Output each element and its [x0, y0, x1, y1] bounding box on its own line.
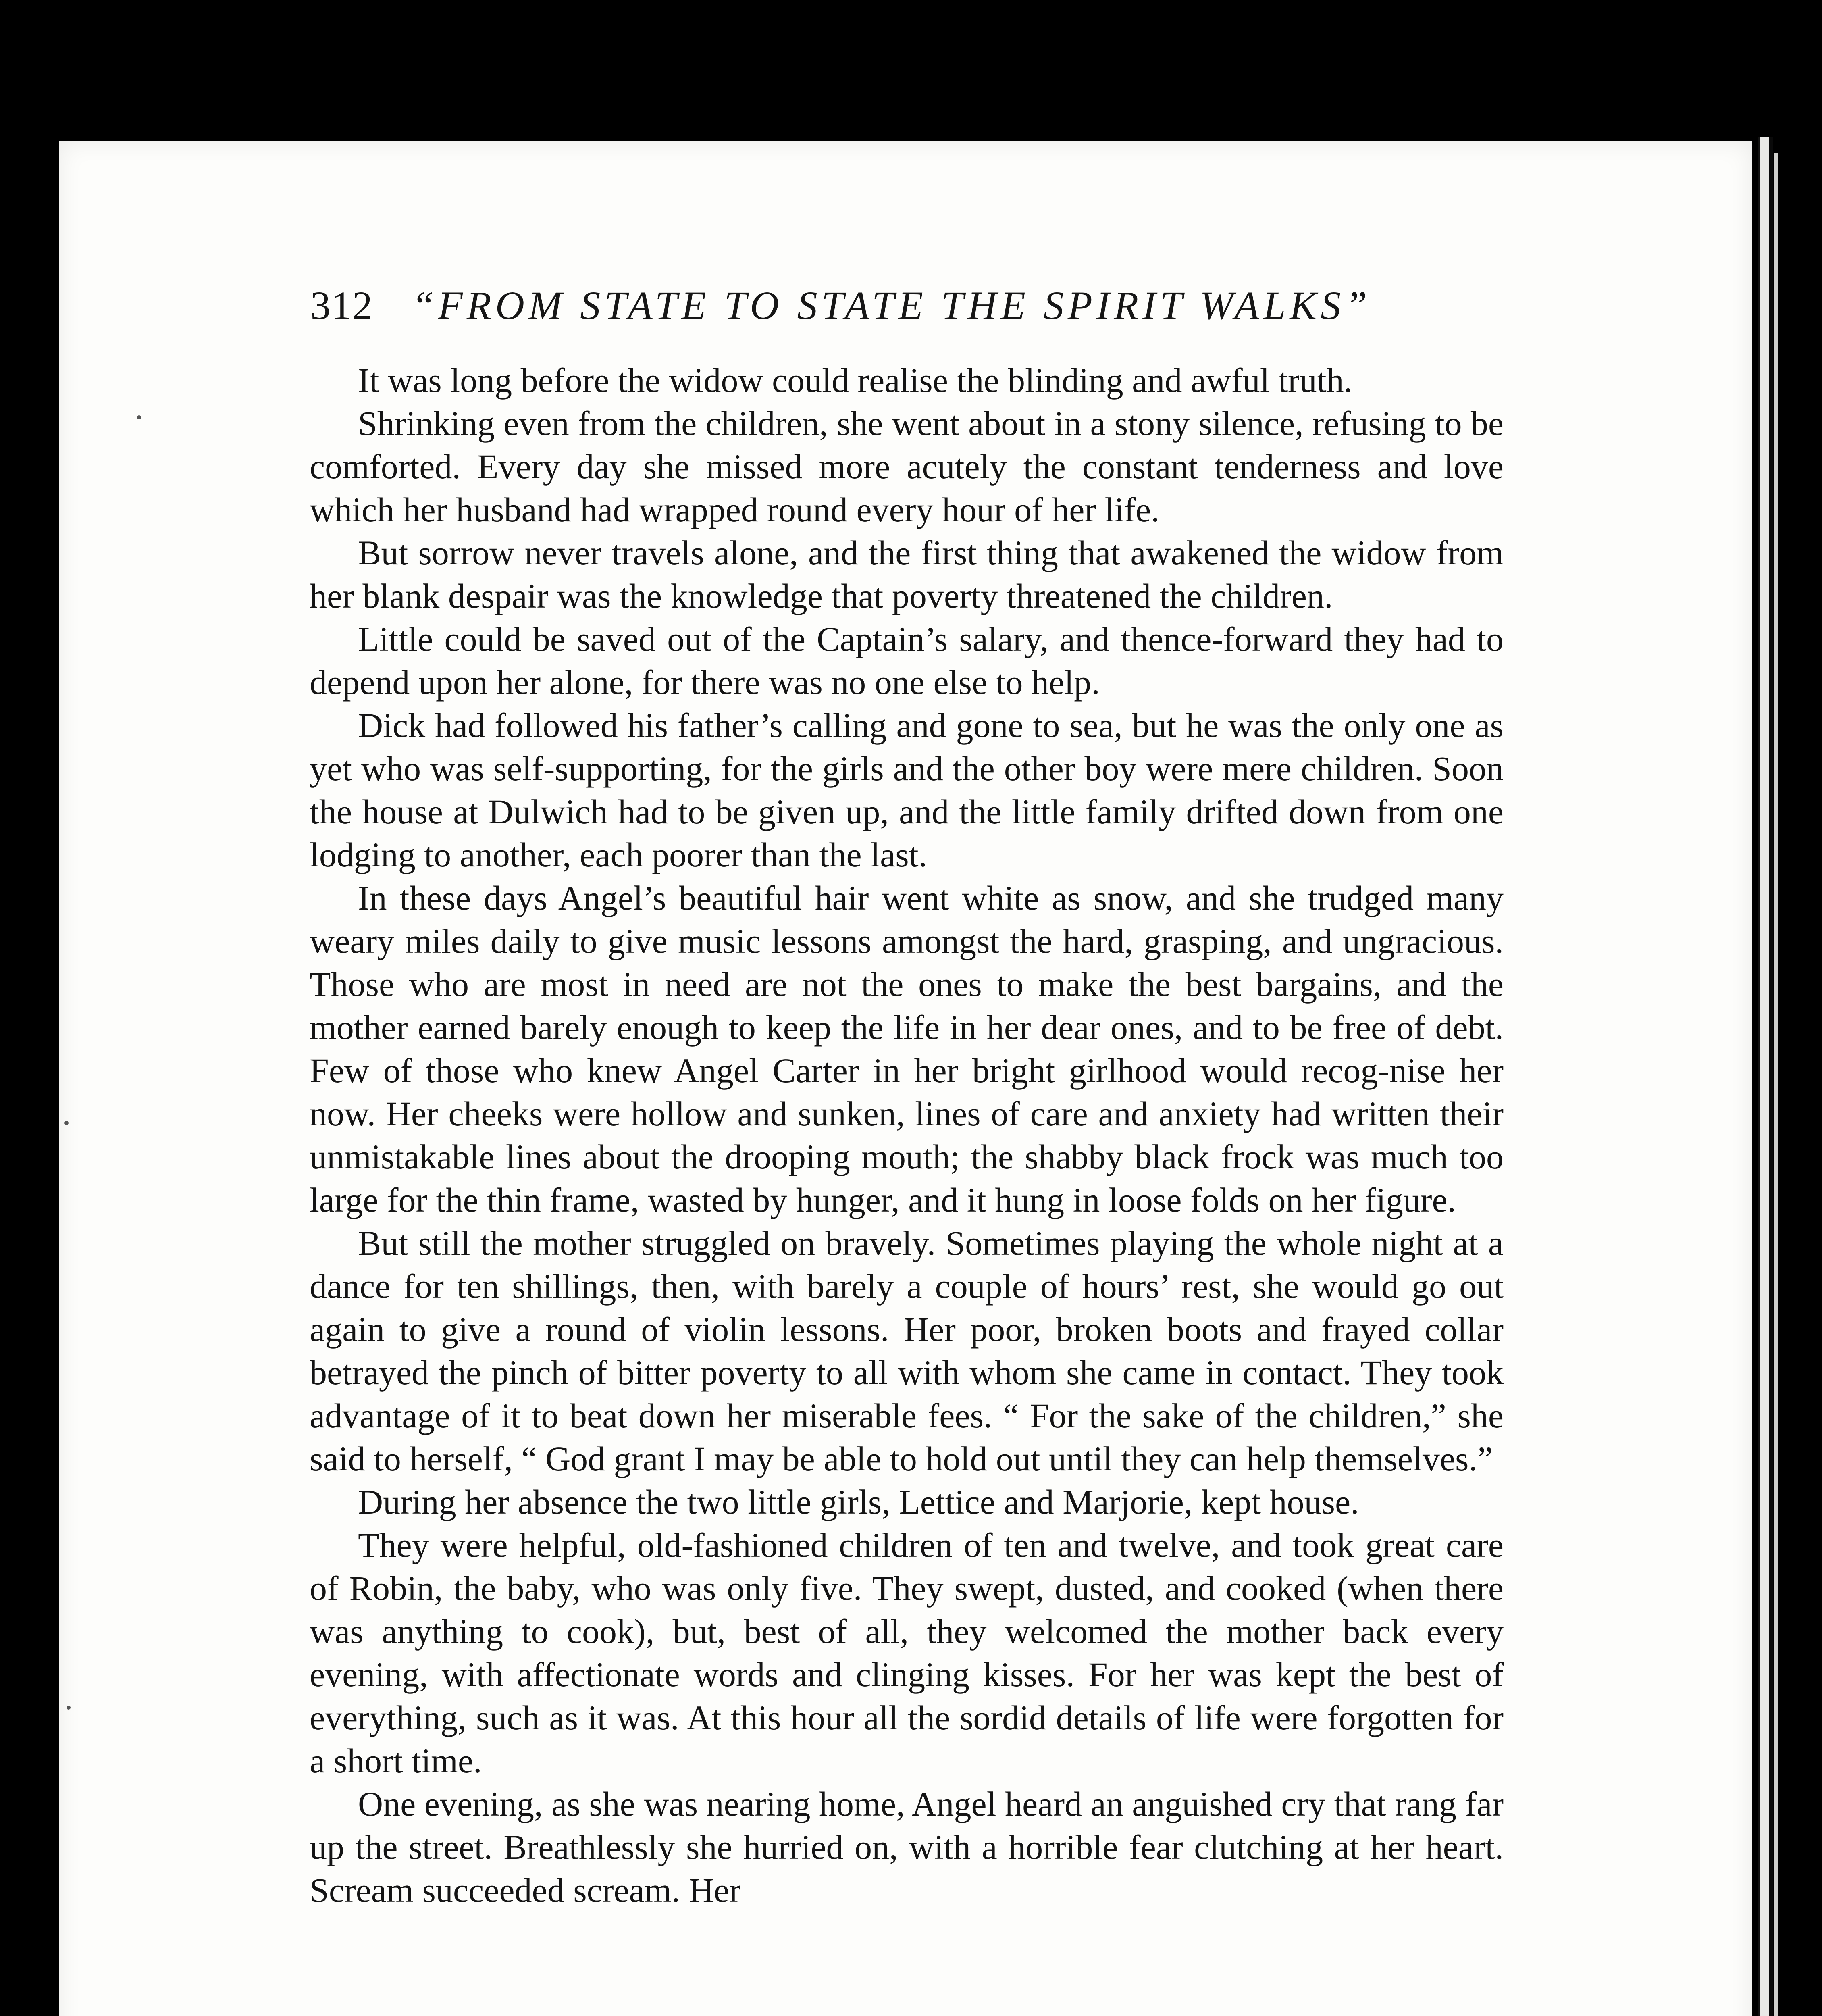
paragraph: One evening, as she was nearing home, Angel heard an anguished cry that rang far up the street. Breathlessly she hurried on, with a horrible fear clutching at her heart. Scream succeeded scream. Her: [310, 1785, 1504, 1910]
page-edge-shadow: [1774, 153, 1778, 2016]
paragraph: During her absence the two little girls, Lettice and Marjorie, kept house.: [358, 1483, 1359, 1521]
paragraph: But still the mother struggled on bravely. Sometimes playing the whole night at a dance for ten shillings, then, with barely a couple of hours’ rest, she would go out again to give a round of violin lessons. Her poor, broken boots and frayed collar betrayed the pinch of bitter poverty to all with whom she came in contact. They took advantage of it to beat down her miserable fees. “ For the sake of the children,” she said to herself, “ God grant I may be able to hold out until they can help themselves.”: [310, 1224, 1504, 1478]
page-edge: [1758, 137, 1773, 2016]
page-number: 312: [310, 283, 373, 328]
body-text: [310, 359, 1504, 1912]
scan-speck: [67, 1706, 71, 1710]
paragraph: In these days Angel’s beautiful hair went white as snow, and she trudged many weary miles daily to give music lessons amongst the hard, grasping, and ungracious. Those who are most in need are not the ones to make the best bargains, and the mother earned barely enough to keep the life in her dear ones, and to be free of debt. Few of those who knew Angel Carter in her bright girlhood would recog-nise her now. Her cheeks were hollow and sunken, lines of care and anxiety had written their unmistakable lines about the drooping mouth; the shabby black frock was much too large for the thin frame, wasted by hunger, and it hung in loose folds on her figure.: [310, 879, 1504, 1219]
paragraph: They were helpful, old-fashioned children of ten and twelve, and took great care of Robin, the baby, who was only five. They swept, dusted, and cooked (when there was anything to cook), but, best of all, they welcomed the mother back every evening, with affectionate words and clinging kisses. For her was kept the best of everything, such as it was. At this hour all the sordid details of life were forgotten for a short time.: [310, 1526, 1504, 1780]
running-title: “FROM STATE TO STATE THE SPIRIT WALKS”: [412, 283, 1371, 328]
scan-speck: [137, 415, 141, 419]
paragraph: Little could be saved out of the Captain’s salary, and thence-forward they had to depend upon her alone, for there was no one else to help.: [310, 620, 1504, 702]
scan-speck: [64, 1121, 69, 1125]
paragraph: Shrinking even from the children, she went about in a stony silence, refusing to be comforted. Every day she missed more acutely the constant tenderness and love which her husband had wrapped round every hour of her life.: [310, 404, 1504, 529]
page-header: [310, 282, 1504, 343]
paragraph: It was long before the widow could realise the blinding and awful truth.: [358, 361, 1353, 400]
paragraph: Dick had followed his father’s calling and gone to sea, but he was the only one as yet who was self-supporting, for the girls and the other boy were mere children. Soon the house at Dulwich had to be given up, and the little family drifted down from one lodging to another, each poorer than the last.: [310, 706, 1504, 874]
paragraph: But sorrow never travels alone, and the first thing that awakened the widow from her blank despair was the knowledge that poverty threatened the children.: [310, 533, 1504, 615]
